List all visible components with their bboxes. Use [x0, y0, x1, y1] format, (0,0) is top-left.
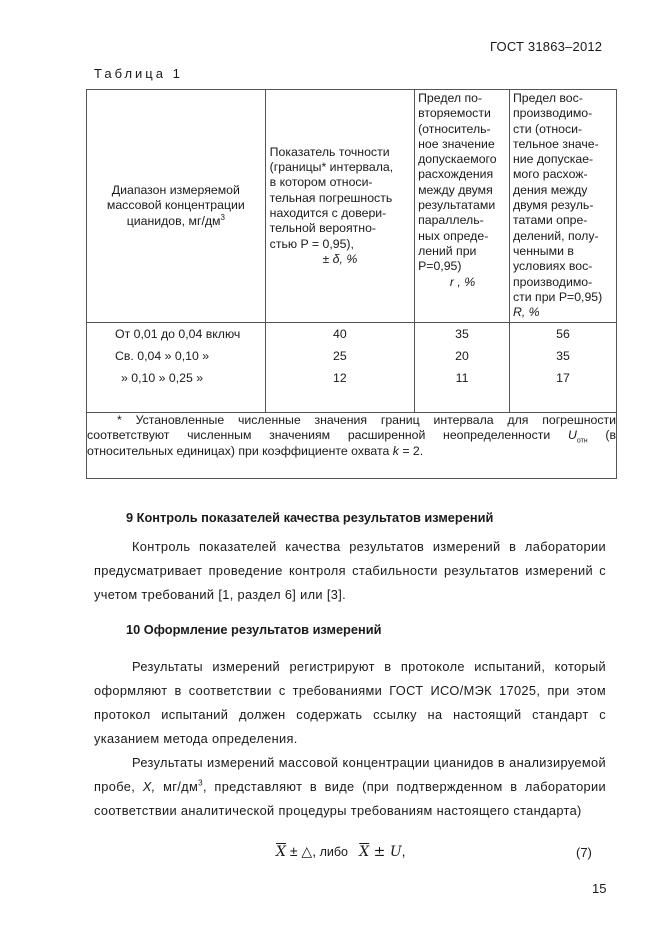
document-id: ГОСТ 31863–2012: [490, 39, 603, 54]
header-repeatability: Предел по- вторяемости (относитель- ное значение допускаемого расхождения между двумя результатами параллель- ных опреде- лений при P=0,95) r , %: [415, 90, 510, 323]
page-number: 15: [592, 881, 607, 896]
repeatability-cell: 35 20 11: [415, 323, 510, 413]
delta-cell: 40 25 12: [265, 323, 414, 413]
header-reproducibility: Предел вос- производимо- сти (относи- тельное значе- ние допускае- мого расхож- дения между двумя резуль- татами опре- делений, полу- ченными в условиях вос- производимо- сти при P=0,95) R, %: [509, 90, 616, 323]
section-10-title: 10 Оформление результатов измерений: [126, 622, 382, 637]
header-range: Диапазон измеряемой массовой концентрации цианидов, $мг/дм^3$: [87, 90, 266, 323]
section-9-text: Контроль показателей качества результатов измерений в лаборатории предусматривает проведение контроля стабильности результатов измерений с учетом требований [1, раздел 6] или [3].: [94, 539, 606, 602]
section-9-title: 9 Контроль показателей качества результатов измерений: [126, 510, 494, 525]
table-footnote: * Установленные численные значения границ интервала для погрешности соответствуют численным значениям расширенной неопределенности $U_{отн}$ (в относительных единицах) при коэффициенте охвата k = 2.: [87, 413, 617, 479]
table-caption: Таблица 1: [94, 66, 183, 81]
equation-number: (7): [576, 845, 592, 860]
reproducibility-cell: 56 35 17: [509, 323, 616, 413]
table-header-row: [87, 90, 617, 323]
section-10-paragraph-2: Результаты измерений массовой концентрации цианидов в анализируемой пробе, X, $мг/дм^3$, представляют в виде (при подтвержденном в лаборатории соответствии аналитической процедуры требованиям настоящего стандарта): [94, 755, 606, 818]
header-accuracy: Показатель точности (границы* интервала, в котором относи- тельная погрешность находится с довери- тельной вероятно- стью P = 0,95), ± δ, %: [265, 90, 414, 323]
formula-7: $\overline{X}$ ± △, либо $\overline{X} \pm U$,: [276, 843, 406, 860]
section-10-paragraph-1: Результаты измерений регистрируют в протоколе испытаний, который оформляют в соответствии с требованиями ГОСТ ИСО/МЭК 17025, при этом протокол испытаний должен содержать ссылку на настоящий стандарт с указанием метода определения.: [94, 659, 606, 746]
table-data-row: [87, 323, 617, 413]
range-cell: От 0,01 до 0,04 включ Св. 0,04 » 0,10 » » 0,10 » 0,25 »: [87, 323, 266, 413]
accuracy-table: [86, 89, 617, 479]
table-footnote-row: [87, 413, 617, 479]
